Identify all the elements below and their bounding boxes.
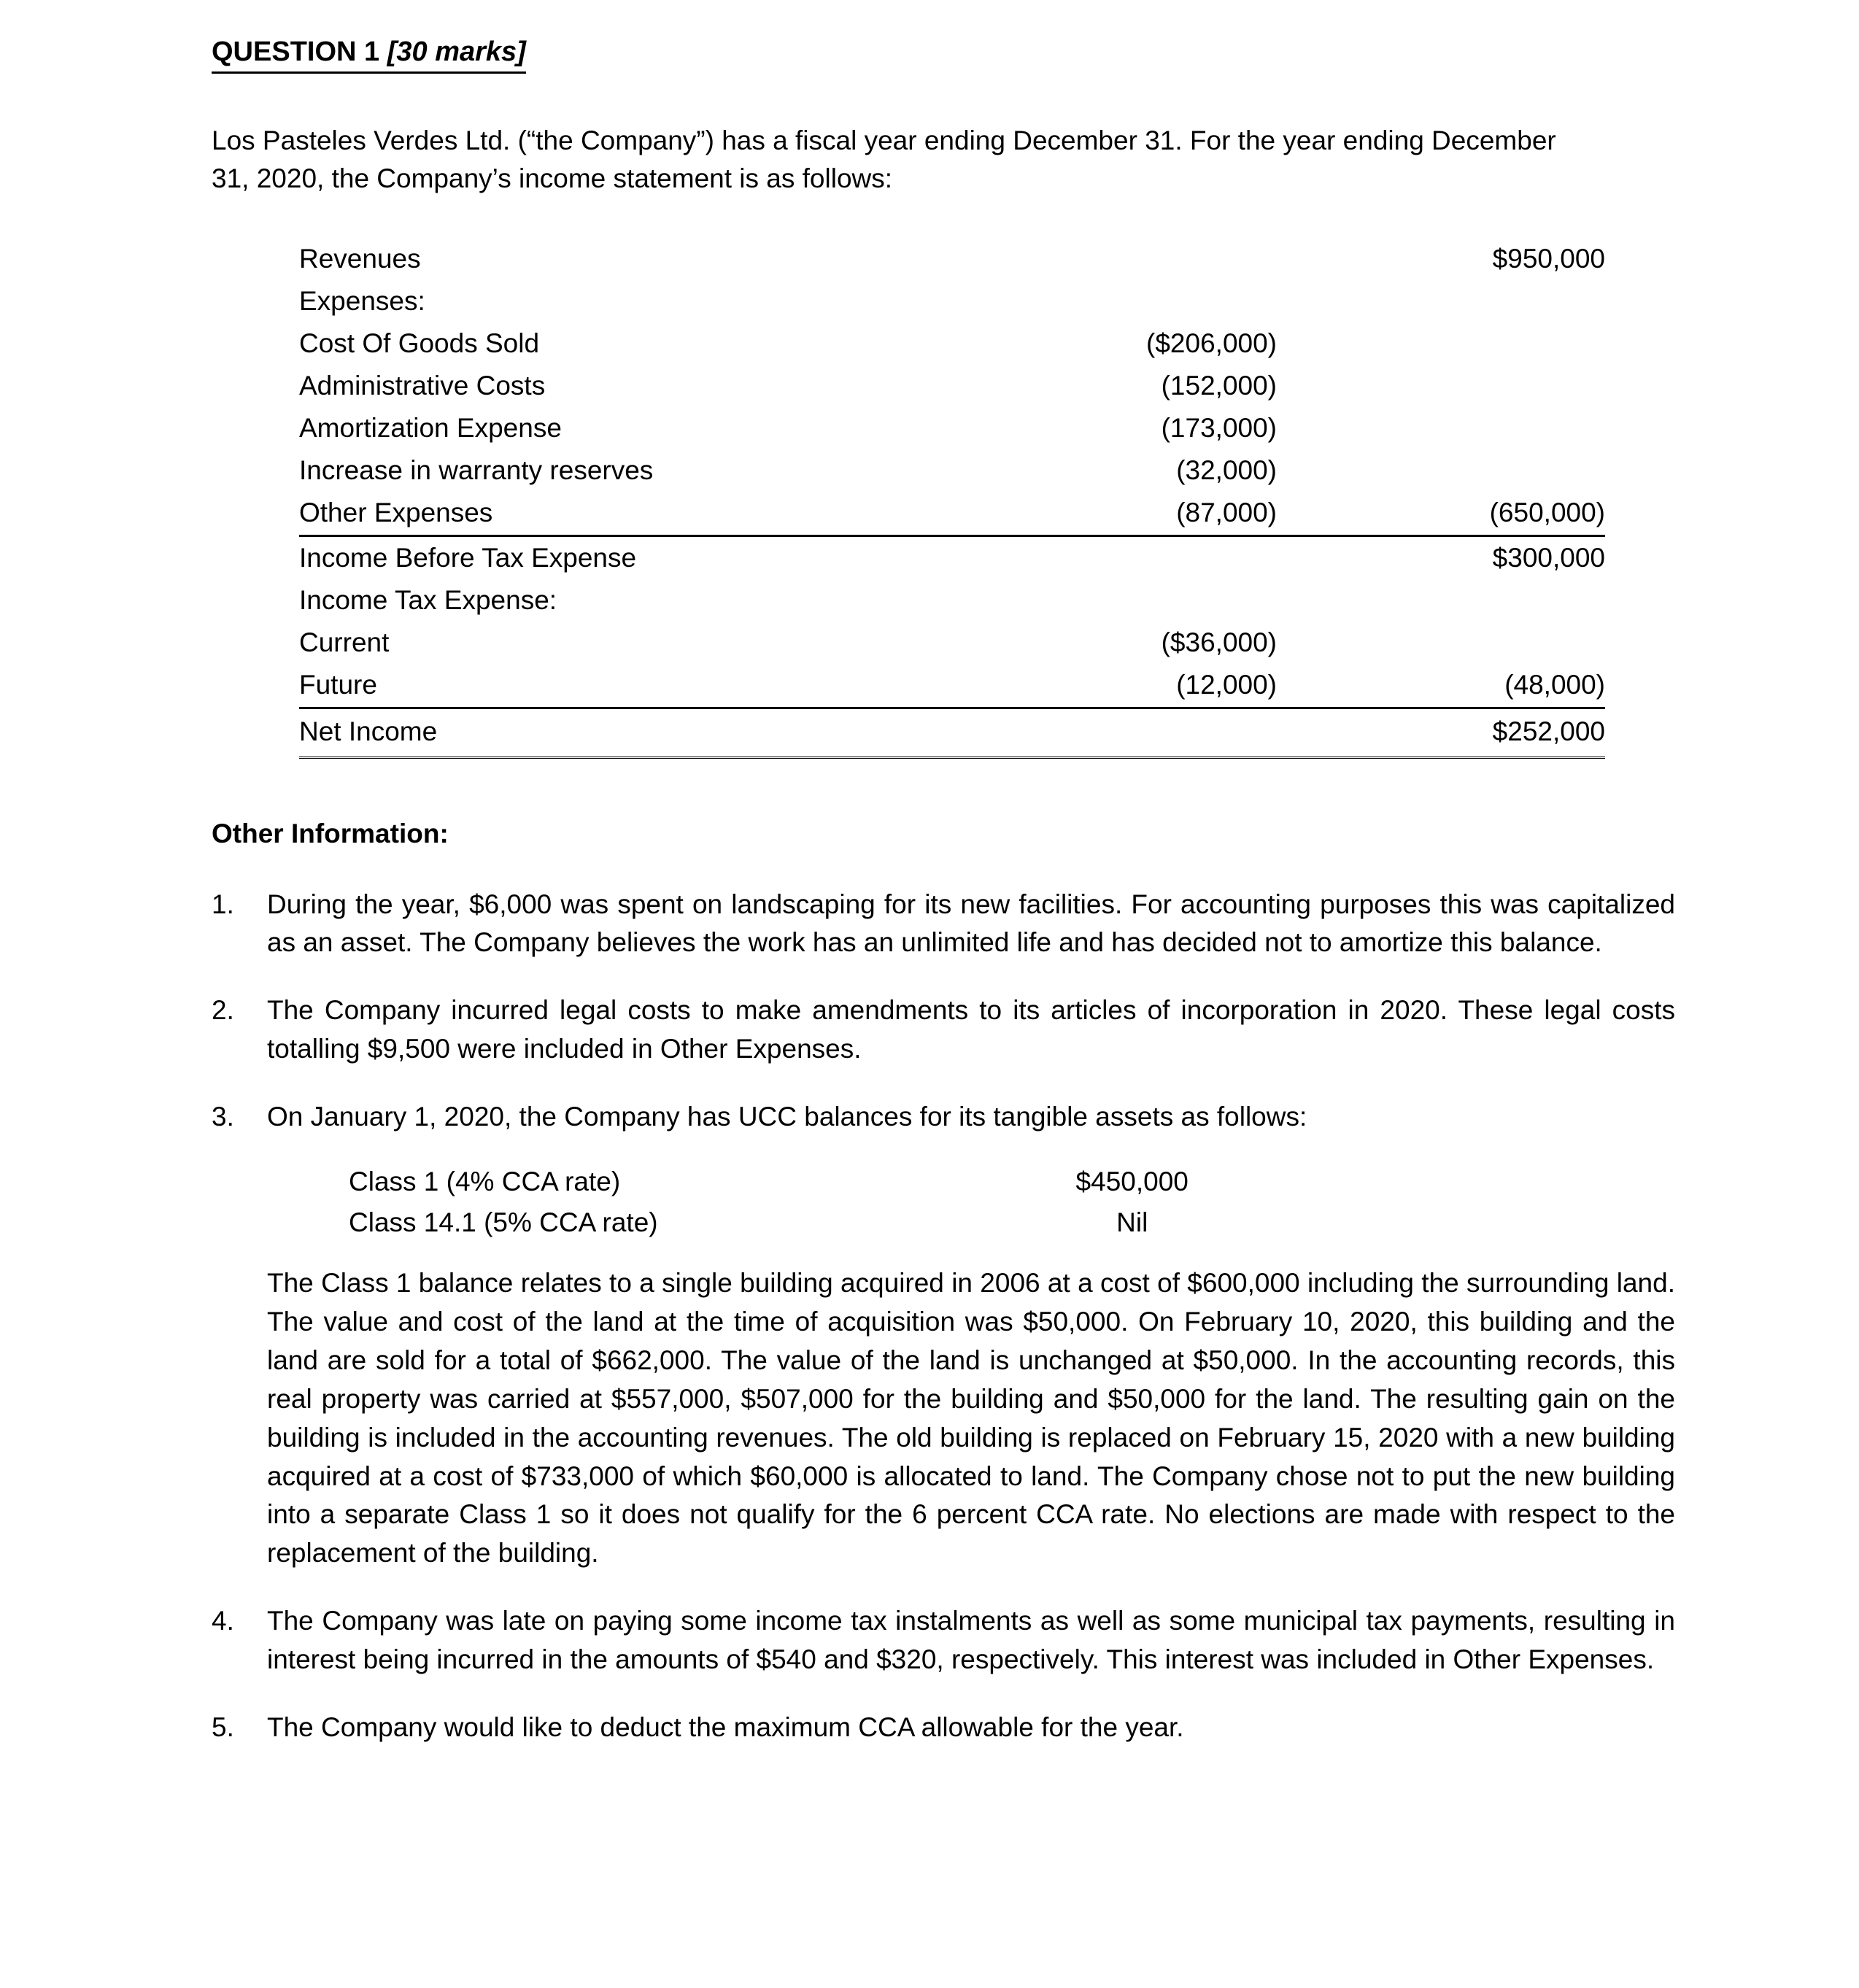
statement-line-inner-amount bbox=[927, 708, 1277, 757]
ucc-balances-table bbox=[267, 1161, 1288, 1242]
table-row bbox=[267, 1202, 1288, 1242]
statement-line-inner-amount: (152,000) bbox=[1161, 370, 1277, 401]
list-item bbox=[212, 886, 1675, 963]
table-row bbox=[299, 622, 1605, 664]
income-statement-table bbox=[299, 238, 1605, 759]
table-row bbox=[299, 238, 1605, 280]
statement-line-outer-amount bbox=[1277, 579, 1605, 622]
list-item bbox=[212, 1602, 1675, 1679]
other-information-list bbox=[212, 886, 1706, 1747]
list-item bbox=[212, 1098, 1675, 1573]
statement-line-label: Cost Of Goods Sold bbox=[299, 328, 540, 358]
table-row bbox=[299, 407, 1605, 449]
statement-line-outer-amount: (650,000) bbox=[1277, 492, 1605, 536]
statement-line-inner-amount: (87,000) bbox=[927, 492, 1277, 536]
statement-line-outer-amount bbox=[1277, 449, 1605, 492]
question-label: QUESTION 1 bbox=[212, 36, 387, 67]
statement-line-outer-amount bbox=[1277, 365, 1605, 407]
statement-line-inner-amount: ($36,000) bbox=[1161, 627, 1277, 657]
statement-line-label: Revenues bbox=[299, 243, 421, 274]
list-item bbox=[212, 991, 1675, 1069]
table-row bbox=[299, 449, 1605, 492]
statement-line-label: Other Expenses bbox=[299, 492, 927, 536]
table-row bbox=[299, 492, 1605, 536]
statement-line-label: Amortization Expense bbox=[299, 412, 562, 443]
table-row bbox=[299, 535, 1605, 579]
statement-line-outer-amount: $950,000 bbox=[1492, 243, 1605, 274]
table-row bbox=[299, 322, 1605, 365]
table-row bbox=[299, 708, 1605, 757]
table-row bbox=[299, 664, 1605, 708]
statement-line-outer-amount bbox=[1277, 322, 1605, 365]
statement-line-label: Income Before Tax Expense bbox=[299, 542, 637, 573]
statement-line-label: Increase in warranty reserves bbox=[299, 455, 654, 485]
statement-line-outer-amount: (48,000) bbox=[1277, 664, 1605, 708]
statement-line-label: Income Tax Expense: bbox=[299, 584, 557, 615]
table-row bbox=[299, 579, 1605, 622]
info-item-4-text: The Company was late on paying some income tax instalments as well as some municipal tax payments, resulting in interest being incurred in the amounts of $540 and $320, respectively. This interest was included in Other Expenses. bbox=[267, 1606, 1675, 1675]
income-statement-block bbox=[212, 238, 1706, 759]
table-row bbox=[299, 280, 1605, 322]
statement-line-inner-amount bbox=[927, 579, 1277, 622]
statement-line-outer-amount: $300,000 bbox=[1492, 542, 1605, 573]
statement-line-inner-amount bbox=[927, 280, 1277, 322]
income-statement-body bbox=[299, 238, 1605, 758]
statement-line-inner-amount: (12,000) bbox=[927, 664, 1277, 708]
statement-line-inner-amount: (32,000) bbox=[1176, 455, 1277, 485]
intro-paragraph: Los Pasteles Verdes Ltd. (“the Company”) has a fiscal year ending December 31. For the year ending December 31, 2020, the Company’s income statement is as follows: bbox=[212, 125, 1556, 194]
ucc-class-label: Class 1 (4% CCA rate) bbox=[349, 1167, 621, 1197]
statement-line-inner-amount: (173,000) bbox=[1161, 412, 1277, 443]
statement-line-inner-amount: ($206,000) bbox=[1146, 328, 1277, 358]
page-title bbox=[212, 35, 526, 74]
statement-line-inner-amount bbox=[927, 238, 1277, 280]
statement-line-label: Administrative Costs bbox=[299, 370, 546, 401]
statement-line-label: Current bbox=[299, 627, 390, 657]
ucc-class-value: $450,000 bbox=[1075, 1167, 1189, 1197]
statement-line-outer-amount bbox=[1277, 622, 1605, 664]
info-item-1-text: During the year, $6,000 was spent on landscaping for its new facilities. For accounting purposes this was capitalized as an asset. The Company believes the work has an unlimited life and has decided not to amortize this balance. bbox=[267, 889, 1675, 958]
info-item-2-text: The Company incurred legal costs to make amendments to its articles of incorporation in 2020. These legal costs totalling $9,500 were included in Other Expenses. bbox=[267, 995, 1675, 1064]
ucc-class-label: Class 14.1 (5% CCA rate) bbox=[349, 1207, 658, 1237]
marks-label: [30 marks] bbox=[387, 36, 526, 67]
statement-line-label: Net Income bbox=[299, 708, 927, 757]
statement-line-outer-amount bbox=[1277, 407, 1605, 449]
statement-line-inner-amount bbox=[927, 535, 1277, 579]
ucc-class-value: Nil bbox=[1116, 1207, 1148, 1237]
statement-line-label: Future bbox=[299, 664, 927, 708]
info-item-5-text: The Company would like to deduct the maximum CCA allowable for the year. bbox=[267, 1712, 1184, 1743]
ucc-balances-body bbox=[267, 1161, 1288, 1242]
statement-line-outer-amount: $252,000 bbox=[1277, 708, 1605, 757]
info-item-3-lead: On January 1, 2020, the Company has UCC balances for its tangible assets as follows: bbox=[267, 1102, 1307, 1132]
list-item bbox=[212, 1709, 1675, 1747]
statement-line-label: Expenses: bbox=[299, 285, 425, 316]
info-item-3-body: The Class 1 balance relates to a single building acquired in 2006 at a cost of $600,000 including the surrounding land. The value and cost of the land at the time of acquisition was $50,000. On February 10, 2020, this building and the land are sold for a total of $662,000. The value of the land is unchanged at $50,000. In the accounting records, this real property was carried at $557,000, $507,000 for the building and $50,000 for the land. The resulting gain on the building is included in the accounting revenues. The old building is replaced on February 15, 2020 with a new building acquired at a cost of $733,000 of which $60,000 is allocated to land. The Company chose not to put the new building into a separate Class 1 so it does not qualify for the 6 percent CCA rate. No elections are made with respect to the replacement of the building. bbox=[267, 1267, 1675, 1569]
table-row bbox=[267, 1161, 1288, 1202]
table-row bbox=[299, 365, 1605, 407]
statement-line-outer-amount bbox=[1277, 280, 1605, 322]
other-information-heading: Other Information: bbox=[212, 818, 449, 848]
